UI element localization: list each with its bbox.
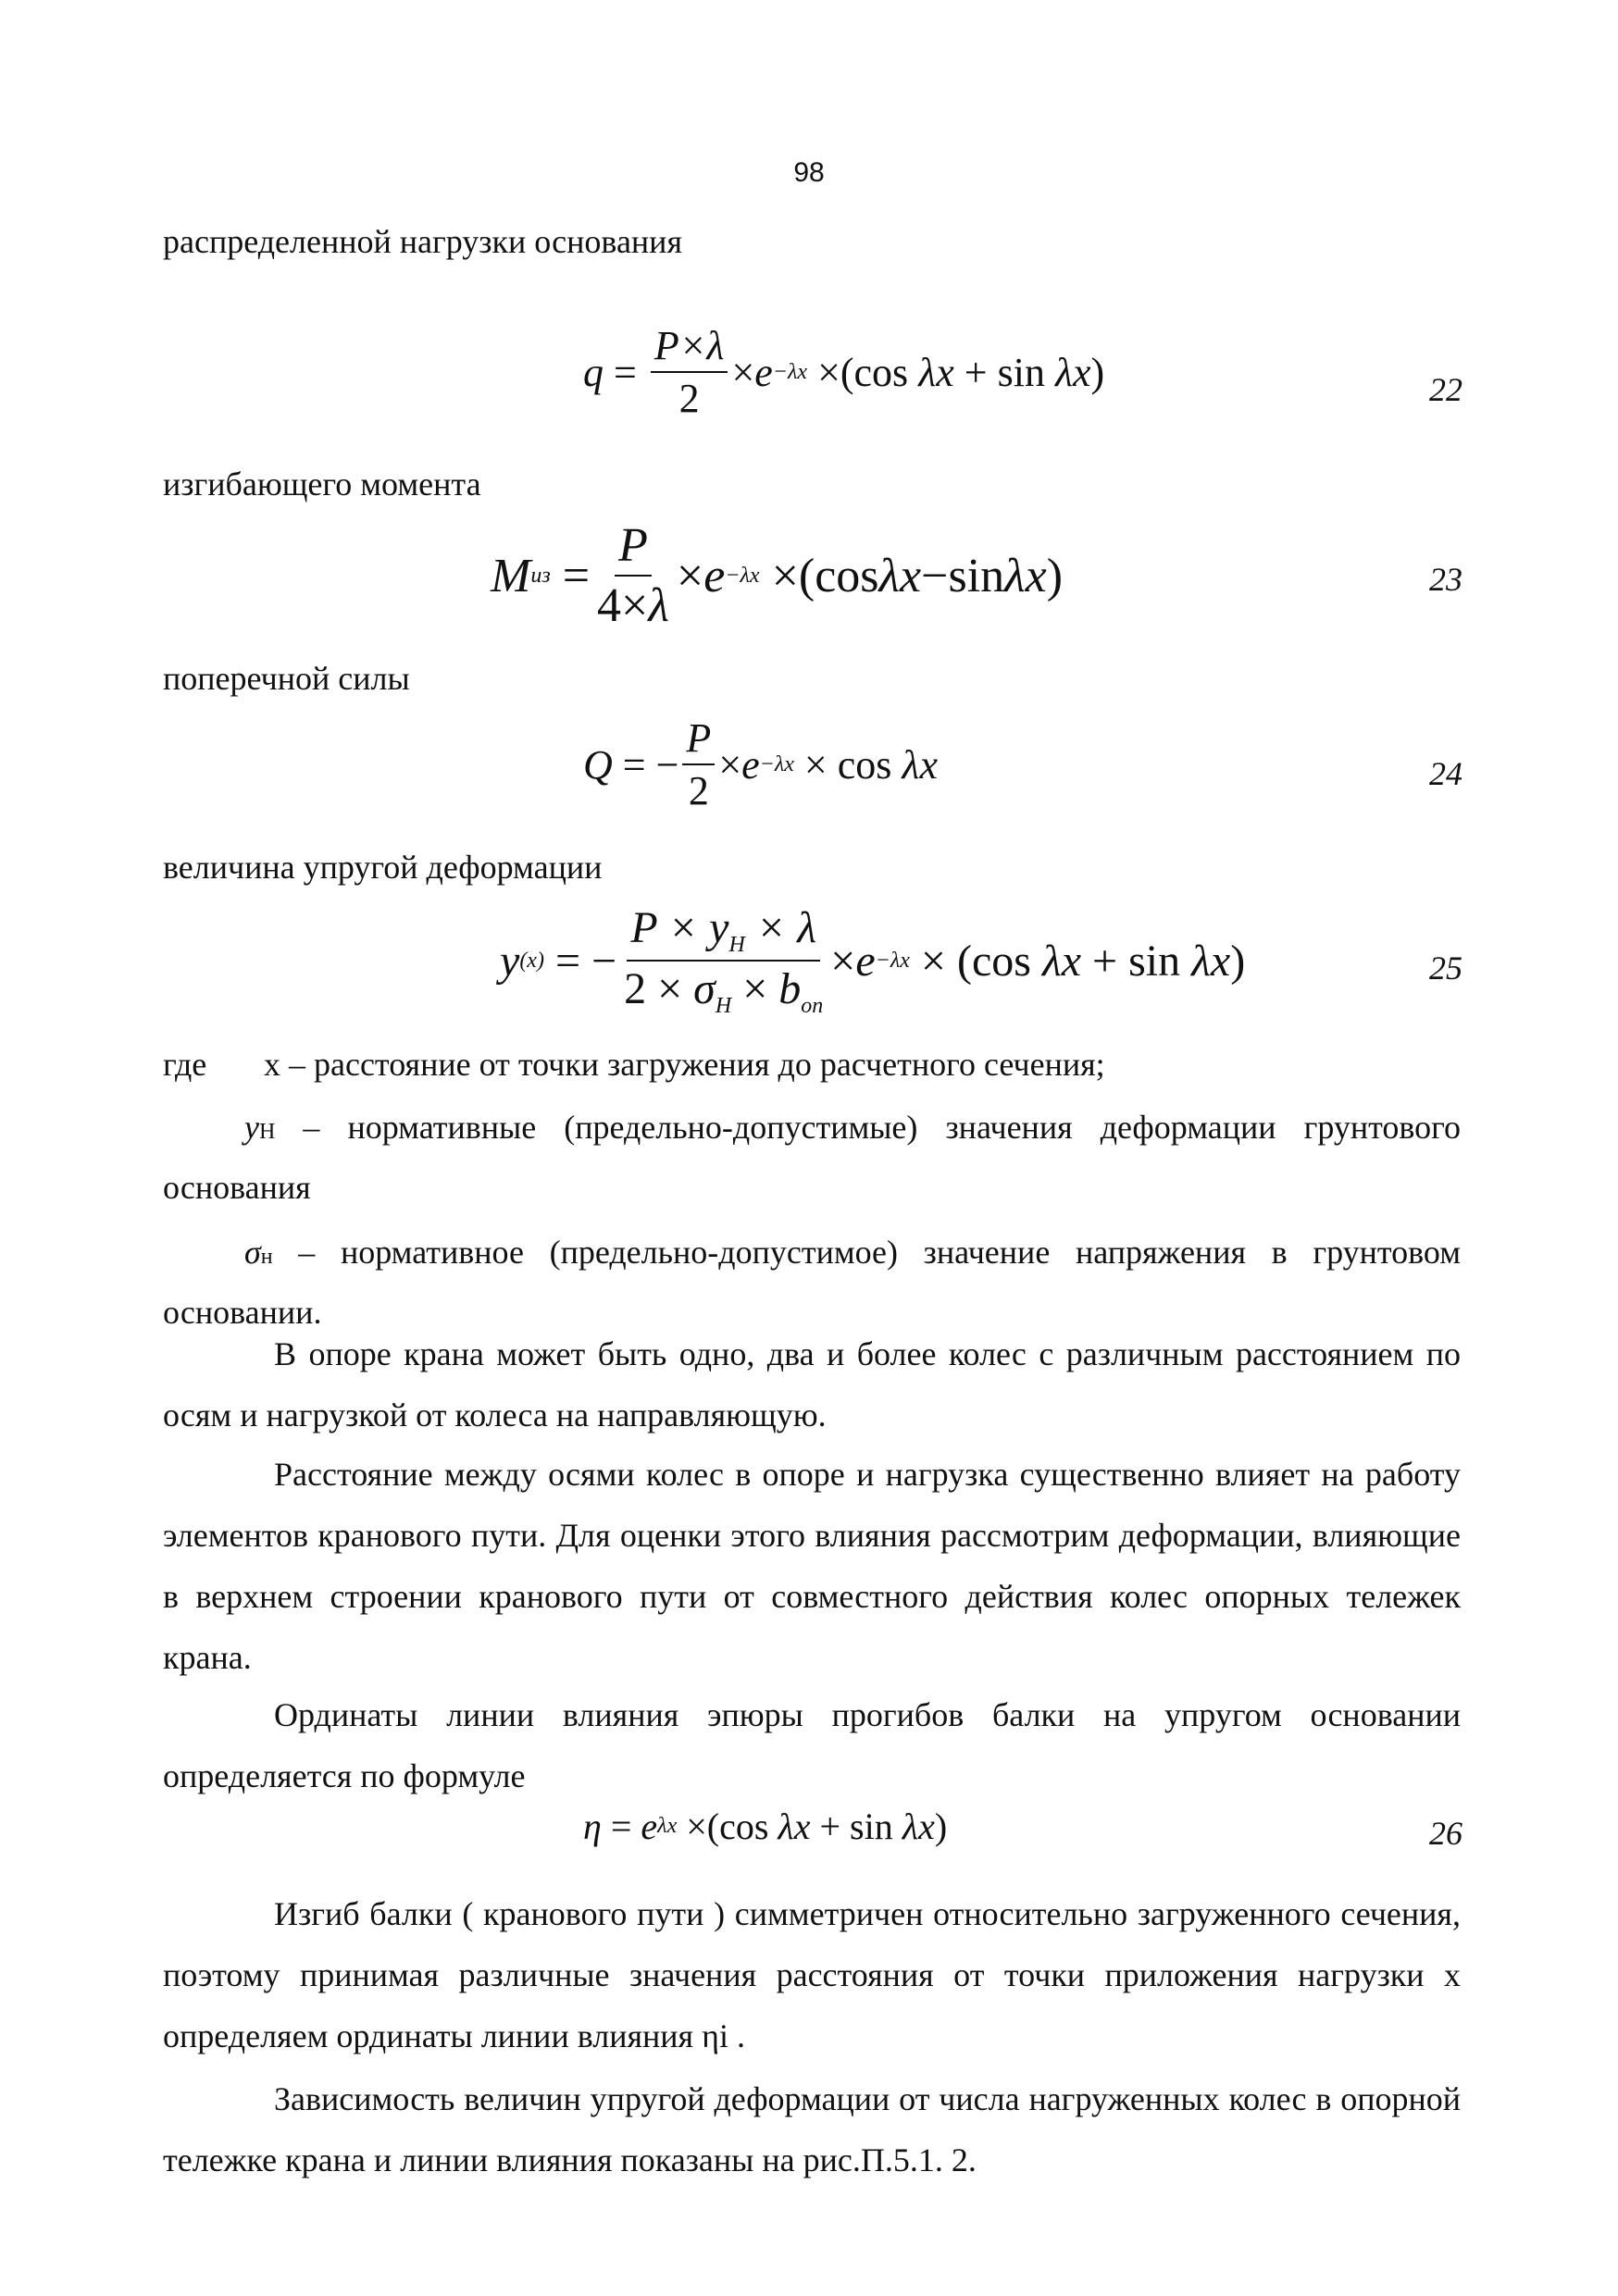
- equation-number-25: 25: [1429, 949, 1462, 987]
- definitions-block: [163, 1036, 1461, 1340]
- equation-number-22: 22: [1429, 371, 1462, 408]
- formula-25: y (x) = − $\frac{P \times y_H \times \lambda}{2 \times \sigma_H \times b_{оп}}$ × e −λx × (cos λx + sin λx ): [500, 903, 1246, 1018]
- formula-23: M из = $\frac{P}{4\times\lambda}$ × e −λx ×(cos λx −sin λx ): [491, 519, 1064, 632]
- definition-x: где x – расстояние от точки загружения до расчетного сечения;: [163, 1036, 1461, 1092]
- definition-y-h: yН – нормативные (предельно-допустимые) значения деформации грунтового основания: [163, 1109, 1462, 1206]
- equation-number-23: 23: [1429, 561, 1462, 598]
- formula-24: Q = − $\frac{P}{2}$ × e −λx × cos λx: [583, 715, 938, 813]
- formula-26: η = e λx ×(cos λx + sin λx ): [583, 1806, 948, 1847]
- definition-sigma-h: σн – нормативное (предельно-допустимое) значение напряжения в грунтовом основании.: [163, 1234, 1462, 1331]
- label-shear-force: поперечной силы: [163, 660, 410, 697]
- paragraph-4: Изгиб балки ( кранового пути ) симметричен относительно загруженного сечения, поэтому принимая различные значения расстояния от точки приложения нагрузки x определяем ординаты линии влияния ηi .: [163, 1895, 1461, 2054]
- page-number: 98: [793, 157, 825, 188]
- paragraph-3: Ординаты линии влияния эпюры прогибов балки на упругом основании определяется по формуле: [163, 1696, 1461, 1794]
- paragraph-5: Зависимость величин упругой деформации от числа нагруженных колес в опорной тележке крана и линии влияния показаны на рис.П.5.1. 2.: [163, 2080, 1461, 2178]
- paragraph-2: Расстояние между осями колес в опоре и нагрузка существенно влияет на работу элементов кранового пути. Для оценки этого влияния рассмотрим деформации, влияющие в верхнем строении кранового пути от совместного действия колес опорных тележек крана.: [163, 1456, 1461, 1676]
- equation-number-26: 26: [1429, 1815, 1462, 1852]
- formula-22: q = $\frac{P\times\lambda}{2}$ × e −λx ×(cos λx + sin λx ): [583, 323, 1105, 421]
- label-bending-moment: изгибающего момента: [163, 465, 481, 503]
- where-word: где: [163, 1046, 207, 1083]
- equation-number-24: 24: [1429, 755, 1462, 792]
- paragraph-1: В опоре крана может быть одно, два и более колес с различным расстоянием по осям и нагрузкой от колеса на направляющую.: [163, 1335, 1461, 1433]
- label-elastic-deformation: величина упругой деформации: [163, 849, 603, 886]
- label-distributed-load: распределенной нагрузки основания: [163, 223, 683, 260]
